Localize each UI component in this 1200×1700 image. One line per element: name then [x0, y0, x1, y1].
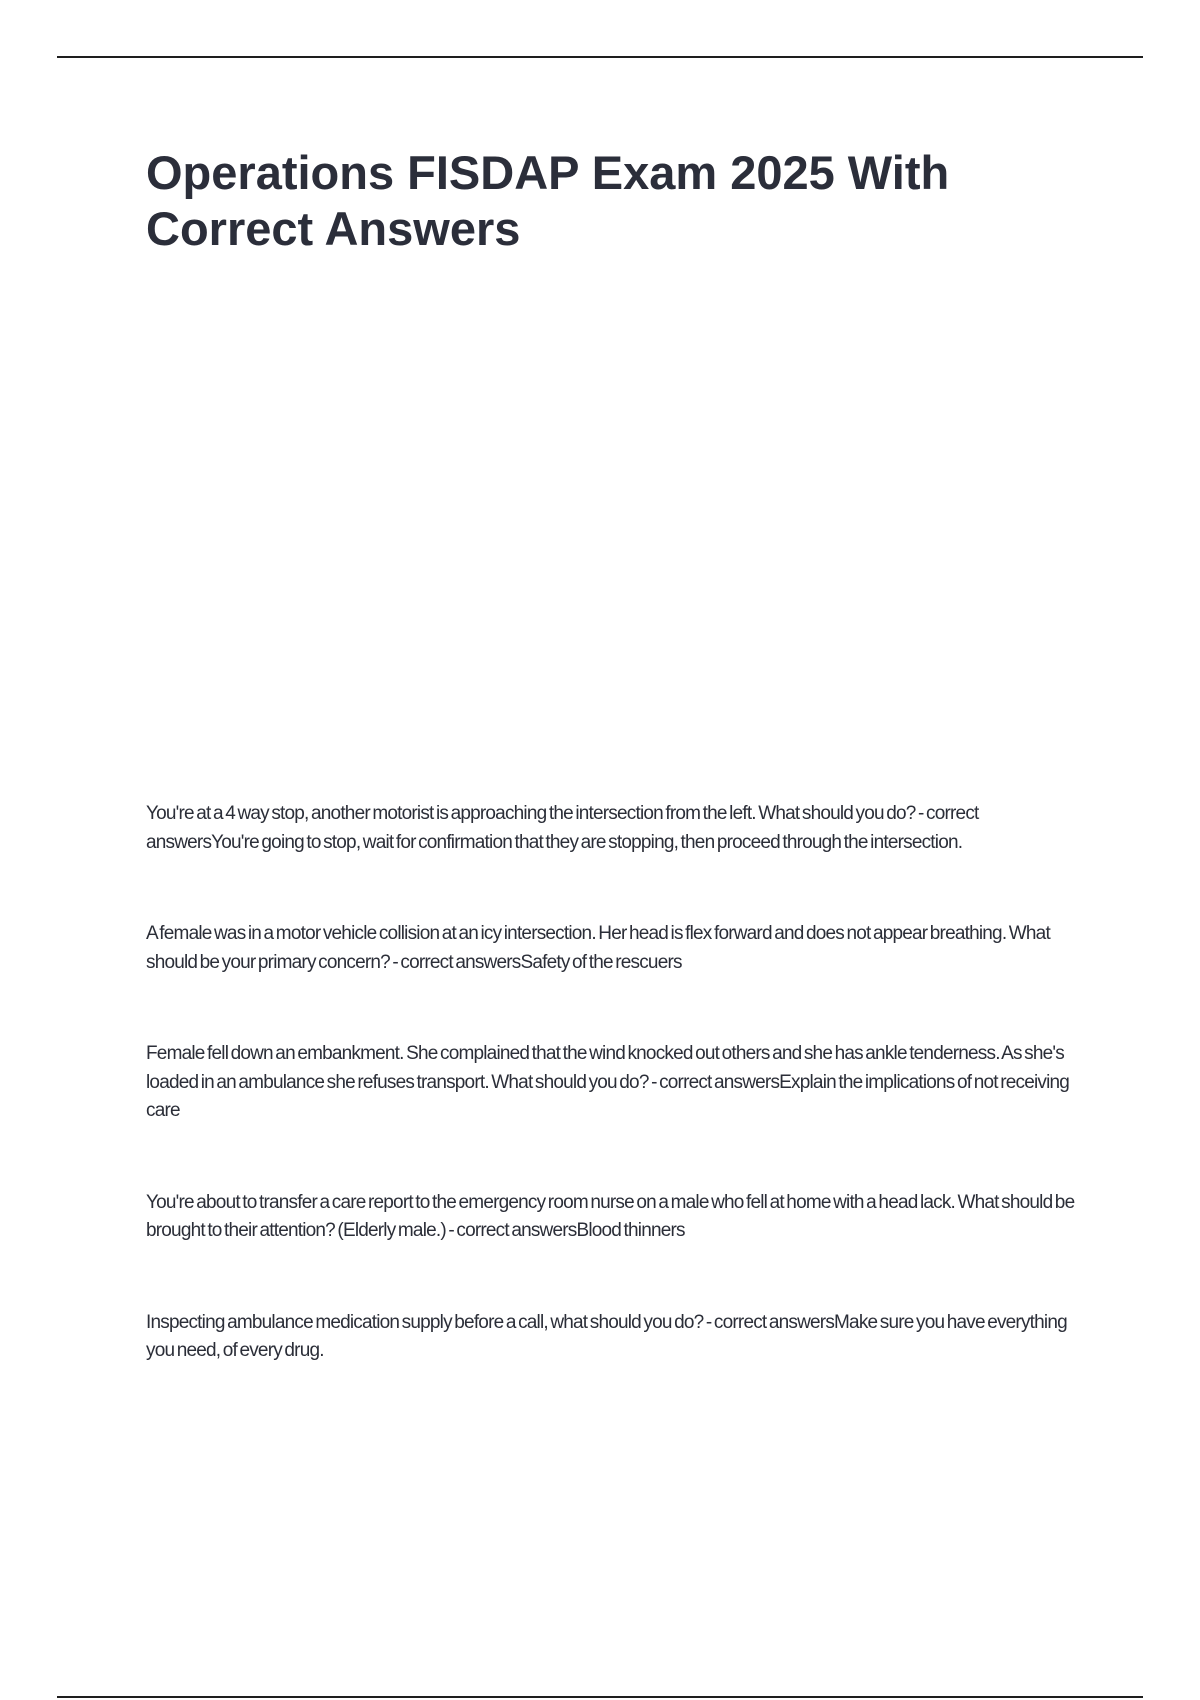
bottom-rule: [57, 1696, 1143, 1698]
page-title: Operations FISDAP Exam 2025 With Correct Answers: [146, 146, 950, 255]
qa-item: You're about to transfer a care report to the emergency room nurse on a male who fell at home with a head lack. What should be brought to their attention? (Elderly male.) - correct answersBlood thinners: [146, 1191, 1075, 1241]
top-rule: [57, 56, 1143, 58]
qa-item: You're at a 4 way stop, another motorist is approaching the intersection from the left. What should you do? - correct answersYou're going to stop, wait for confirmation that they are stopping, then proceed through the intersection.: [146, 803, 979, 853]
qa-item: Female fell down an embankment. She complained that the wind knocked out others and she has ankle tenderness. As she's loaded in an ambulance she refuses transport. What should you do? - correct answersExplain the implications of not receiving care: [146, 1043, 1070, 1121]
question-answer-list: [146, 800, 1086, 1366]
qa-item: Inspecting ambulance medication supply before a call, what should you do? - correct answersMake sure you have everything you need, of every drug.: [146, 1311, 1067, 1361]
qa-item: A female was in a motor vehicle collision at an icy intersection. Her head is flex forward and does not appear breathing. What should be your primary concern? - correct answersSafety of the rescuers: [146, 923, 1050, 973]
